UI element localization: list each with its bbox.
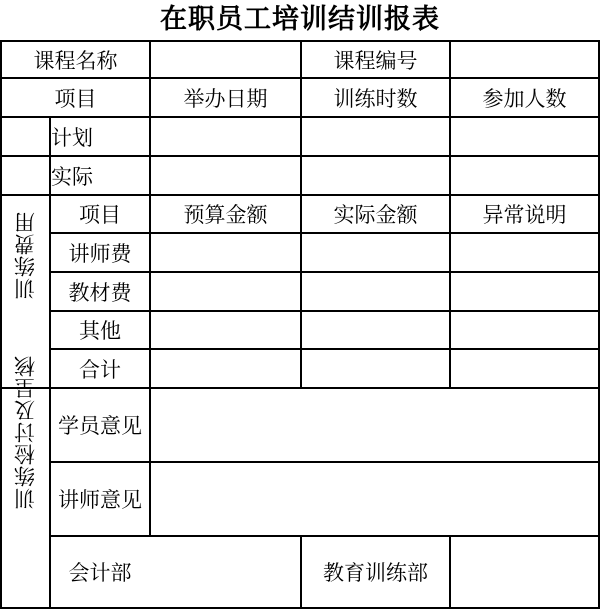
actual-amount-header: 实际金额 xyxy=(333,203,418,227)
hours-header: 训练时数 xyxy=(333,86,418,111)
actual-date-cell[interactable] xyxy=(151,157,300,194)
actual-hours-cell[interactable] xyxy=(302,157,449,194)
trainee-opinion-field[interactable] xyxy=(151,389,598,461)
budget-header: 预算金额 xyxy=(183,203,268,227)
course-name-value[interactable] xyxy=(151,42,300,77)
course-no-value[interactable] xyxy=(451,42,598,77)
plan-hours-cell[interactable] xyxy=(302,118,449,155)
review-side-label: 训练检讨及呈核 xyxy=(13,355,38,510)
actual-label: 实际 xyxy=(51,164,93,189)
plan-date-cell[interactable] xyxy=(151,118,300,155)
expense-side-label: 训练费用 xyxy=(13,211,38,299)
course-no-label: 课程编号 xyxy=(333,48,418,73)
lecturer-opinion-field[interactable] xyxy=(151,463,598,535)
course-name-label: 课程名称 xyxy=(33,48,118,73)
exception-header: 异常说明 xyxy=(482,203,567,227)
expense-row-label: 教材费 xyxy=(68,280,132,305)
education-signature-field[interactable] xyxy=(451,537,598,607)
lecturer-opinion-label: 讲师意见 xyxy=(58,488,142,512)
training-report-form xyxy=(0,40,600,609)
expense-row-label: 其他 xyxy=(79,319,121,343)
plan-participants-cell[interactable] xyxy=(451,118,598,155)
plan-label: 计划 xyxy=(51,125,93,150)
expense-item-header: 项目 xyxy=(79,203,121,227)
trainee-opinion-label: 学员意见 xyxy=(58,414,142,438)
item-header: 项目 xyxy=(54,86,97,111)
participants-header: 参加人数 xyxy=(482,86,567,111)
education-label: 教育训练部 xyxy=(323,561,428,585)
accounting-signature-field[interactable] xyxy=(151,537,300,607)
accounting-label: 会计部 xyxy=(68,561,132,585)
expense-row-label: 讲师费 xyxy=(68,241,132,266)
date-header: 举办日期 xyxy=(183,86,268,111)
form-title: 在职员工培训结训报表 xyxy=(160,4,440,35)
actual-participants-cell[interactable] xyxy=(451,157,598,194)
expense-row-label: 合计 xyxy=(79,357,121,382)
